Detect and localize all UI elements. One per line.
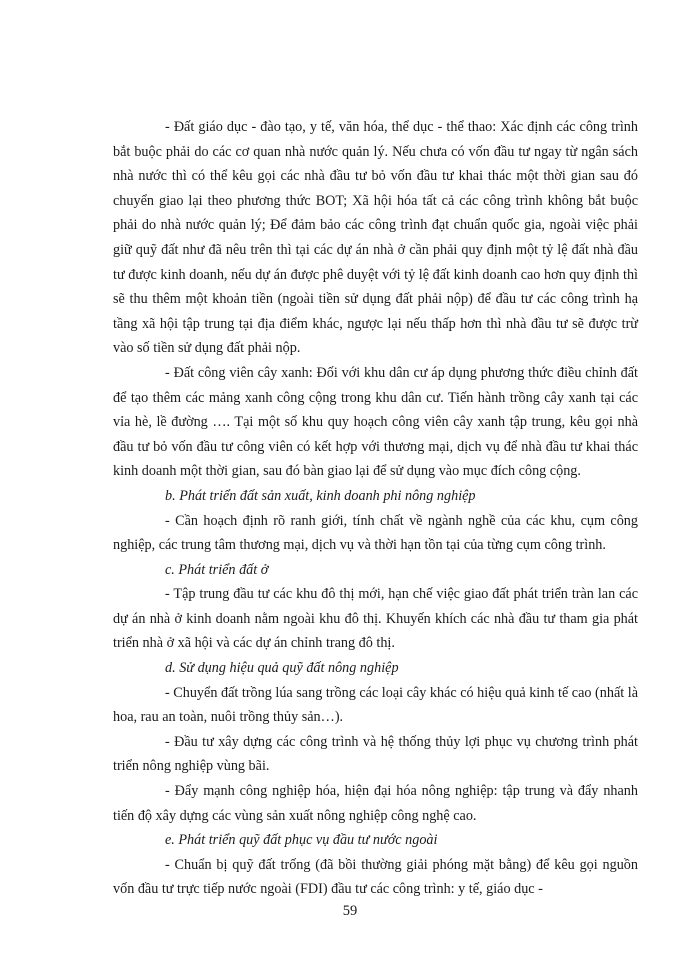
paragraph-modernization: - Đẩy mạnh công nghiệp hóa, hiện đại hóa nông nghiệp: tập trung và đẩy nhanh tiến độ xây dựng các vùng sản xuất nông nghiệp công nghệ cao. (113, 783, 638, 824)
paragraph-education-land: - Đất giáo dục - đào tạo, y tế, văn hóa, thể dục - thể thao: Xác định các công trình bắt buộc phải do các cơ quan nhà nước quản lý. Nếu chưa có vốn đầu tư ngay từ ngân sách nhà nước thì có thể kêu gọi các nhà đầu tư bỏ vốn đầu tư khai thác một thời gian sau đó chuyển giao lại theo phương thức BOT; Xã hội hóa tất cả các công trình không bắt buộc phải do nhà nước quản lý; Để đảm bảo các công trình đạt chuẩn quốc gia, ngoài việc phải giữ quỹ đất như đã nêu trên thì tại các dự án nhà ở cần phải quy định một tỷ lệ đất nhà đầu tư được kinh doanh, nếu dự án được phê duyệt với tỷ lệ đất kinh doanh cao hơn quy định thì sẽ thu thêm một khoản tiền (ngoài tiền sử dụng đất phải nộp) để đầu tư các công trình hạ tầng xã hội tập trung tại địa điểm khác, ngược lại nếu thấp hơn thì nhà đầu tư sẽ được trừ vào số tiền sử dụng đất phải nộp. (113, 119, 638, 357)
heading-nonagricultural-land: b. Phát triển đất sản xuất, kinh doanh phi nông nghiệp (165, 487, 476, 504)
paragraph-park-land: - Đất công viên cây xanh: Đối với khu dân cư áp dụng phương thức điều chỉnh đất để tạo thêm các mảng xanh công cộng trong khu dân cư. Tiến hành trồng cây xanh tại các vỉa hè, lề đường …. Tại một số khu quy hoạch công viên cây xanh tập trung, kêu gọi nhà đầu tư bỏ vốn đầu tư công viên có kết hợp với thương mại, dịch vụ để nhà đầu tư khai thác kinh doanh một thời gian, sau đó bàn giao lại để sử dụng vào mục đích công cộng. (113, 364, 638, 480)
paragraph-fdi: - Chuẩn bị quỹ đất trống (đã bồi thường giải phóng mặt bằng) để kêu gọi nguồn vốn đầu tư trực tiếp nước ngoài (FDI) đầu tư các công trình: y tế, giáo dục - (113, 856, 638, 898)
paragraph-crop-conversion: - Chuyển đất trồng lúa sang trồng các loại cây khác có hiệu quả kinh tế cao (nhất là hoa, rau an toàn, nuôi trồng thủy sản…). (113, 684, 638, 726)
paragraph-urban-areas: - Tập trung đầu tư các khu đô thị mới, hạn chế việc giao đất phát triển tràn lan các dự án nhà ở kinh doanh nằm ngoài khu đô thị. Khuyến khích các nhà đầu tư tham gia phát triển nhà ở xã hội và các dự án chỉnh trang đô thị. (113, 586, 638, 652)
heading-residential-land: c. Phát triển đất ở (165, 561, 269, 578)
heading-foreign-investment-land: e. Phát triển quỹ đất phục vụ đầu tư nước ngoài (165, 832, 438, 849)
page-number: 59 (342, 903, 358, 919)
heading-agricultural-land: d. Sử dụng hiệu quả quỹ đất nông nghiệp (165, 660, 399, 677)
paragraph-industrial-zones: - Cần hoạch định rõ ranh giới, tính chất về ngành nghề của các khu, cụm công nghiệp, các trung tâm thương mại, dịch vụ và thời hạn tồn tại của từng cụm công trình. (113, 512, 638, 554)
paragraph-irrigation: - Đầu tư xây dựng các công trình và hệ thống thủy lợi phục vụ chương trình phát triển nông nghiệp vùng bãi. (113, 733, 638, 775)
